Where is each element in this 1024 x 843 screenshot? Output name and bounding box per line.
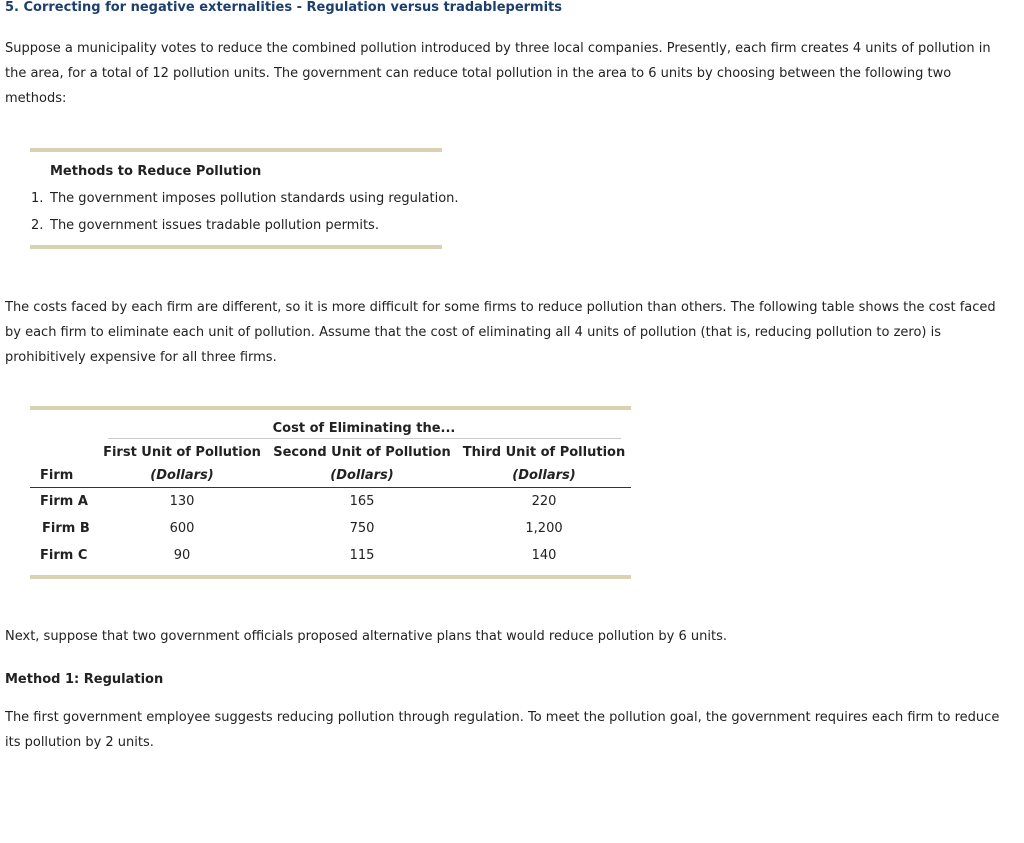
next-paragraph: Next, suppose that two government officials proposed alternative plans that would reduce pollution by 6 units. xyxy=(5,629,728,644)
method-item-text: The government issues tradable pollution permits. xyxy=(50,218,379,233)
method-item-number: 1. xyxy=(31,191,44,206)
method-item-text: The government imposes pollution standards using regulation. xyxy=(50,191,459,206)
methods-box-bottom-rule xyxy=(30,245,442,249)
method-item-1 xyxy=(31,190,459,208)
col-unit-second: (Dollars) xyxy=(330,468,394,483)
header-bottom-line xyxy=(30,487,631,488)
table-group-header: Cost of Eliminating the... xyxy=(272,421,456,436)
cell-value: 115 xyxy=(349,548,375,563)
col-header-firm: Firm xyxy=(40,468,74,483)
method1-heading: Method 1: Regulation xyxy=(5,672,164,687)
table-top-rule xyxy=(30,406,631,410)
col-header-second-unit: Second Unit of Pollution xyxy=(273,445,451,460)
method-item-2 xyxy=(31,217,379,235)
cell-value: 90 xyxy=(173,548,191,563)
cell-value: 130 xyxy=(169,494,195,509)
page-title: 5. Correcting for negative externalities - Regulation versus tradablepermits xyxy=(5,0,563,15)
methods-box-title: Methods to Reduce Pollution xyxy=(50,164,262,179)
intro-paragraph: Suppose a municipality votes to reduce the combined pollution introduced by three local companies. Presently, each firm creates 4 units of pollution in the area, for a total of 12 pollution units. The government can reduce total pollution in the area to 6 units by choosing between the following two methods: xyxy=(5,41,991,106)
cell-value: 140 xyxy=(531,548,557,563)
method-item-number: 2. xyxy=(31,218,44,233)
cell-value: 220 xyxy=(531,494,557,509)
methods-box-top-rule xyxy=(30,148,442,152)
table-bottom-rule xyxy=(30,575,631,579)
col-unit-first: (Dollars) xyxy=(150,468,214,483)
group-header-underline xyxy=(108,438,621,439)
cell-value: 165 xyxy=(349,494,375,509)
col-unit-third: (Dollars) xyxy=(512,468,576,483)
col-header-first-unit: First Unit of Pollution xyxy=(103,445,261,460)
col-header-third-unit: Third Unit of Pollution xyxy=(462,445,626,460)
row-firm-label: Firm B xyxy=(42,521,90,536)
costs-paragraph: The costs faced by each firm are different, so it is more difficult for some firms to reduce pollution than others. The following table shows the cost faced by each firm to eliminate each unit of pollution. Assume that the cost of eliminating all 4 units of pollution (that is, reducing pollution to zero) is prohibitively expensive for all three firms. xyxy=(5,300,996,365)
row-firm-label: Firm A xyxy=(40,494,88,509)
cell-value: 750 xyxy=(349,521,375,536)
cell-value: 1,200 xyxy=(525,521,563,536)
cell-value: 600 xyxy=(169,521,195,536)
method1-paragraph: The first government employee suggests reducing pollution through regulation. To meet the pollution goal, the government requires each firm to reduce its pollution by 2 units. xyxy=(5,710,1000,750)
row-firm-label: Firm C xyxy=(40,548,88,563)
